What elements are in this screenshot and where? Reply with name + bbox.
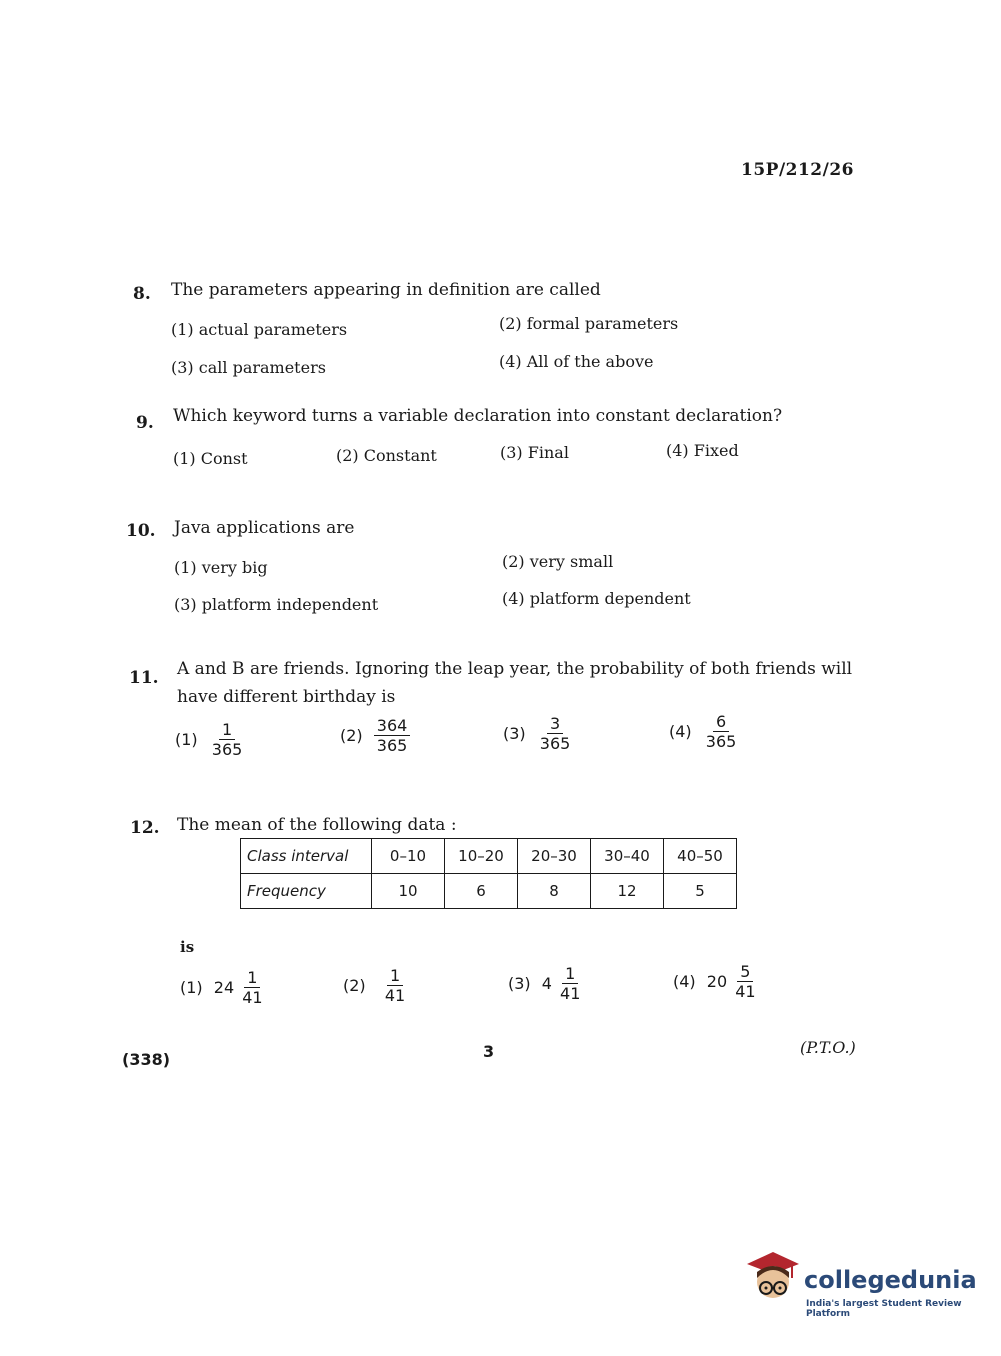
question-number: 10. <box>126 521 156 541</box>
interval-cell: 30–40 <box>591 839 664 874</box>
row-header-frequency: Frequency <box>241 874 372 909</box>
fraction <box>239 968 265 1007</box>
question-text: Java applications are <box>174 518 355 538</box>
option-2 <box>343 966 408 1005</box>
interval-cell: 10–20 <box>445 839 518 874</box>
question-number: 9. <box>136 413 154 433</box>
option-1: (1) Const <box>173 449 248 468</box>
option-label: (2) <box>340 726 363 745</box>
logo-tagline: India's largest Student Review Platform <box>806 1299 962 1319</box>
option-4: (4) Fixed <box>666 441 739 460</box>
question-number: 12. <box>130 818 160 838</box>
pto-note: (P.T.O.) <box>800 1038 856 1057</box>
interval-cell: 0–10 <box>372 839 445 874</box>
question-text: The mean of the following data : <box>177 815 457 835</box>
denominator: 41 <box>242 988 263 1007</box>
frequency-cell: 5 <box>664 874 737 909</box>
fraction <box>732 962 758 1001</box>
denominator: 365 <box>539 734 571 753</box>
numerator: 5 <box>737 962 753 982</box>
frequency-table <box>240 838 737 909</box>
interval-cell: 20–30 <box>518 839 591 874</box>
option-4 <box>669 712 739 751</box>
whole-part: 20 <box>706 972 728 991</box>
option-3 <box>503 714 573 753</box>
option-label: (2) <box>343 976 366 995</box>
option-3: (3) platform independent <box>174 595 379 614</box>
whole-part: 24 <box>213 978 235 997</box>
option-label: (4) <box>669 722 692 741</box>
option-label: (3) <box>503 724 526 743</box>
mascot-icon <box>743 1250 803 1312</box>
option-4: (4) All of the above <box>499 352 654 371</box>
question-number: 8. <box>133 284 151 304</box>
question-text-line-1: A and B are friends. Ignoring the leap year, the probability of both friends will <box>177 659 853 679</box>
fraction <box>537 714 574 753</box>
option-3: (3) Final <box>500 443 569 462</box>
option-1: (1) actual parameters <box>171 320 348 339</box>
numerator: 6 <box>713 712 729 732</box>
denominator: 41 <box>560 984 581 1003</box>
fraction <box>209 720 246 759</box>
numerator: 1 <box>244 968 260 988</box>
option-1 <box>180 968 266 1007</box>
paper-series-code: (338) <box>122 1050 171 1069</box>
numerator: 1 <box>387 966 403 986</box>
option-3 <box>508 964 583 1003</box>
logo-wordmark: collegedunia <box>804 1266 977 1294</box>
numerator: 1 <box>562 964 578 984</box>
frequency-cell: 8 <box>518 874 591 909</box>
option-2: (2) formal parameters <box>499 314 679 333</box>
option-1: (1) very big <box>174 558 268 577</box>
table-row <box>241 874 737 909</box>
frequency-cell: 12 <box>591 874 664 909</box>
option-3: (3) call parameters <box>171 358 326 377</box>
fraction <box>703 712 740 751</box>
question-text: The parameters appearing in definition are called <box>171 280 601 300</box>
denominator: 41 <box>384 986 406 1005</box>
question-number: 11. <box>129 668 159 688</box>
fraction <box>374 716 411 755</box>
denominator: 365 <box>705 732 737 751</box>
question-suffix: is <box>180 938 195 956</box>
question-text: Which keyword turns a variable declaration into constant declaration? <box>173 406 783 426</box>
row-header-class-interval: Class interval <box>241 839 372 874</box>
frequency-cell: 6 <box>445 874 518 909</box>
table-row <box>241 839 737 874</box>
numerator: 1 <box>219 720 235 740</box>
page-number: 3 <box>483 1042 495 1061</box>
denominator: 365 <box>376 736 408 755</box>
whole-part: 4 <box>541 974 552 993</box>
option-2: (2) Constant <box>336 446 437 465</box>
denominator: 41 <box>735 982 756 1001</box>
option-label: (1) <box>175 730 198 749</box>
option-1 <box>175 720 245 759</box>
option-2 <box>340 716 410 755</box>
option-4 <box>673 962 759 1001</box>
option-label: (4) <box>673 972 696 991</box>
paper-code: 15P/212/26 <box>741 160 855 180</box>
frequency-cell: 10 <box>372 874 445 909</box>
collegedunia-logo-mark <box>743 1250 803 1312</box>
option-label: (1) <box>180 978 203 997</box>
numerator: 364 <box>374 716 411 736</box>
fraction <box>382 966 408 1005</box>
fraction <box>557 964 583 1003</box>
numerator: 3 <box>547 714 563 734</box>
interval-cell: 40–50 <box>664 839 737 874</box>
option-label: (3) <box>508 974 531 993</box>
denominator: 365 <box>211 740 243 759</box>
option-2: (2) very small <box>502 552 614 571</box>
option-4: (4) platform dependent <box>502 589 691 608</box>
question-text-line-2: have different birthday is <box>177 687 396 707</box>
